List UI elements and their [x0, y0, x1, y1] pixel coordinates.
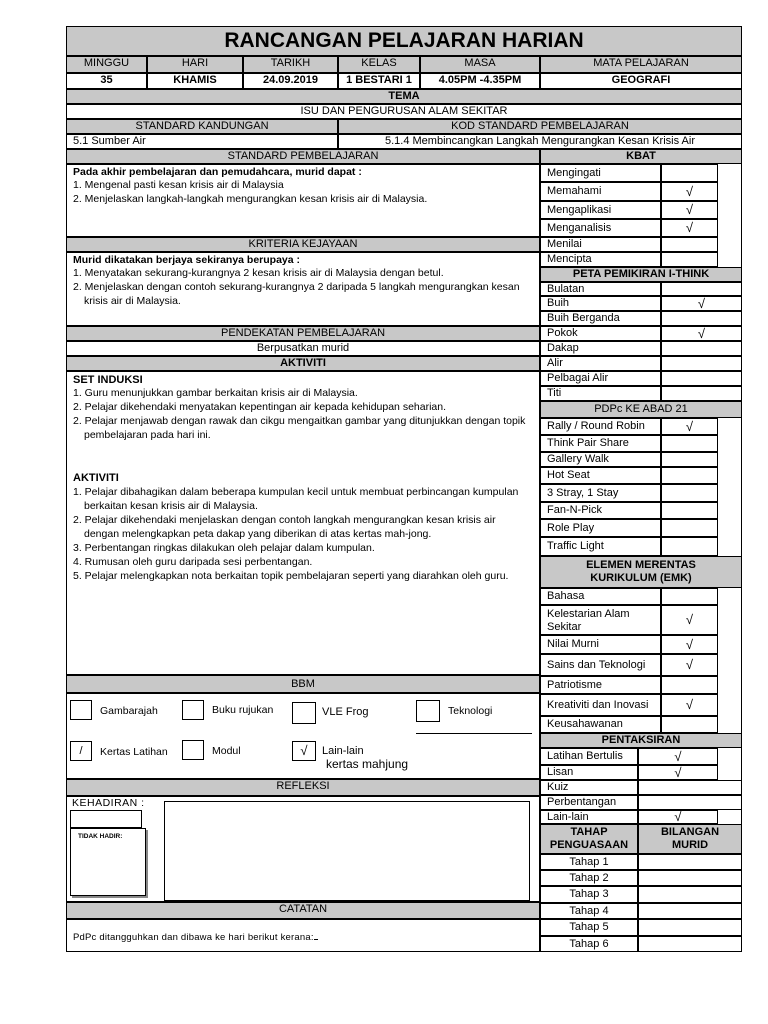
bilangan-header — [638, 824, 742, 854]
kbat-mark-menilai[interactable] — [661, 237, 718, 252]
bbm-label-teknologi: Teknologi — [448, 705, 493, 717]
pdpc-item: Rally / Round Robin — [540, 418, 661, 435]
ithink-item: Pokok — [540, 326, 661, 341]
emk-mark[interactable] — [661, 716, 718, 733]
ithink-mark[interactable] — [661, 341, 742, 356]
tahap-header-line2: PENGUASAAN — [549, 839, 629, 851]
emk-mark[interactable]: √ — [661, 694, 718, 716]
catatan-label: CATATAN — [66, 902, 540, 919]
standard-pembelajaran-item: 2. Menjelaskan langkah-langkah mengurangkan kesan krisis air di Malaysia. — [73, 193, 428, 205]
emk-item: Patriotisme — [540, 676, 661, 694]
tahap-row: Tahap 2 — [540, 870, 638, 886]
pdpc-mark[interactable] — [661, 484, 718, 502]
pentaksiran-mark[interactable]: √ — [638, 748, 718, 765]
ithink-mark[interactable] — [661, 371, 742, 386]
bbm-lain-lain-value: kertas mahjung — [326, 757, 409, 771]
catatan-body — [66, 919, 540, 952]
pdpc-item: 3 Stray, 1 Stay — [540, 484, 661, 502]
ithink-item: Buih Berganda — [540, 311, 661, 326]
kbat-mark-memahami[interactable]: √ — [661, 182, 718, 201]
set-induksi-line: 1. Guru menunjukkan gambar berkaitan krisis air di Malaysia. — [73, 387, 358, 399]
pendekatan-value: Berpusatkan murid — [66, 341, 540, 356]
standard-pembelajaran-label: STANDARD PEMBELAJARAN — [66, 149, 540, 164]
emk-item-kelestarian — [540, 605, 661, 635]
kriteria-line: krisis air di Malaysia. — [84, 295, 181, 307]
kbat-item-mengaplikasi: Mengaplikasi — [540, 201, 661, 219]
aktiviti-label: AKTIVITI — [66, 356, 540, 371]
header-value-hari: KHAMIS — [147, 73, 243, 89]
kehadiran-label: KEHADIRAN : — [72, 797, 145, 809]
emk-mark[interactable] — [661, 588, 718, 605]
ithink-mark[interactable] — [661, 386, 742, 401]
pdpc-mark[interactable] — [661, 502, 718, 519]
kbat-item-memahami: Memahami — [540, 182, 661, 201]
aktiviti-line: berkaitan kesan krisis air di Malaysia. — [84, 500, 258, 512]
set-induksi-line: 2. Pelajar dikehendaki menyatakan kepentingan air kepada kehidupan seharian. — [73, 401, 447, 413]
tahap-row: Tahap 3 — [540, 886, 638, 903]
pentaksiran-item: Lisan — [540, 765, 638, 780]
tahap-row: Tahap 4 — [540, 903, 638, 919]
kbat-item-menilai: Menilai — [540, 237, 661, 252]
aktiviti-line: 1. Pelajar dibahagikan dalam beberapa kumpulan kecil untuk membuat perbincangan kumpulan — [73, 486, 519, 498]
kriteria-label: KRITERIA KEJAYAAN — [66, 237, 540, 252]
tidak-hadir-box[interactable] — [70, 828, 146, 896]
kod-standard-value: 5.1.4 Membincangkan Langkah Mengurangkan Kesan Krisis Air — [338, 134, 742, 149]
bbm-label-lain-lain: Lain-lain — [322, 745, 364, 757]
header-value-mata-pelajaran: GEOGRAFI — [540, 73, 742, 89]
bbm-label-buku-rujukan: Buku rujukan — [212, 704, 274, 716]
bilangan-cell[interactable] — [638, 936, 742, 952]
ithink-mark[interactable] — [661, 311, 742, 326]
ithink-mark[interactable]: √ — [661, 326, 742, 341]
refleksi-label: REFLEKSI — [66, 779, 540, 796]
bilangan-cell[interactable] — [638, 919, 742, 936]
pdpc-mark[interactable] — [661, 435, 718, 452]
bbm-checkbox-teknologi[interactable] — [416, 700, 440, 722]
bbm-checkbox-kertas-latihan[interactable] — [70, 741, 92, 761]
header-value-kelas: 1 BESTARI 1 — [338, 73, 420, 89]
standard-pembelajaran-intro: Pada akhir pembelajaran dan pemudahcara, murid dapat : — [73, 166, 362, 178]
set-induksi-title: SET INDUKSI — [73, 374, 143, 386]
tidak-hadir-label: TIDAK HADIR: — [78, 833, 123, 840]
tema-label: TEMA — [66, 89, 742, 104]
emk-item: Nilai Murni — [540, 635, 661, 654]
bbm-mark: / — [79, 745, 83, 757]
pentaksiran-mark[interactable]: √ — [638, 810, 718, 824]
ithink-item: Buih — [540, 296, 661, 311]
header-label-masa: MASA — [420, 56, 540, 73]
kod-standard-label: KOD STANDARD PEMBELAJARAN — [338, 119, 742, 134]
pdpc-item: Hot Seat — [540, 467, 661, 484]
ithink-mark[interactable] — [661, 356, 742, 371]
emk-item: Bahasa — [540, 588, 661, 605]
bilangan-header-line2: MURID — [671, 839, 709, 851]
kbat-item-mengingati: Mengingati — [540, 164, 661, 182]
tahap-row: Tahap 1 — [540, 854, 638, 870]
ithink-item: Bulatan — [540, 282, 661, 296]
emk-item: Sains dan Teknologi — [540, 654, 661, 676]
catatan-text — [73, 931, 318, 945]
emk-mark[interactable]: √ — [661, 605, 718, 635]
kbat-mark-mengaplikasi[interactable]: √ — [661, 201, 718, 219]
emk-item-kelestarian-line2: Sekitar — [547, 621, 582, 633]
pdpc-item: Think Pair Share — [540, 435, 661, 452]
ithink-mark[interactable]: √ — [661, 296, 742, 311]
bbm-label: BBM — [66, 675, 540, 693]
pdpc-item: Fan-N-Pick — [540, 502, 661, 519]
pentaksiran-mark[interactable] — [638, 795, 742, 810]
bbm-label-kertas-latihan: Kertas Latihan — [100, 746, 168, 758]
bbm-checkbox-lain-lain[interactable] — [292, 741, 316, 761]
header-value-minggu: 35 — [66, 73, 147, 89]
emk-label-line1: ELEMEN MERENTAS — [586, 559, 696, 571]
kriteria-line: 1. Menyatakan sekurang-kurangnya 2 kesan krisis air di Malaysia dengan betul. — [73, 267, 444, 279]
emk-label-line2: KURIKULUM (EMK) — [590, 572, 692, 584]
bbm-mark: √ — [300, 743, 308, 758]
tahap-header-line1: TAHAP — [570, 826, 608, 838]
aktiviti-line: 2. Pelajar dikehendaki menjelaskan dengan contoh langkah mengurangkan kesan krisis air — [73, 514, 496, 526]
ithink-mark[interactable] — [661, 282, 742, 296]
standard-kandungan-value: 5.1 Sumber Air — [66, 134, 338, 149]
bbm-label-modul: Modul — [212, 745, 241, 757]
aktiviti-line: 5. Pelajar melengkapkan nota berkaitan topik pembelajaran seperti yang diarahkan oleh guru. — [73, 570, 509, 582]
ithink-item: Titi — [540, 386, 661, 401]
ithink-label: PETA PEMIKIRAN I-THINK — [540, 267, 742, 282]
bbm-label-vle-frog: VLE Frog — [322, 706, 369, 718]
pdpc-mark[interactable] — [661, 537, 718, 556]
header-label-minggu: MINGGU — [66, 56, 147, 73]
catatan-text-value: PdPc ditangguhkan dan dibawa ke hari berikut kerana: — [73, 932, 314, 943]
pentaksiran-label: PENTAKSIRAN — [540, 733, 742, 748]
header-value-tarikh: 24.09.2019 — [243, 73, 338, 89]
kbat-item-menganalisis: Menganalisis — [540, 219, 661, 237]
standard-pembelajaran-body — [66, 164, 540, 237]
kbat-mark-mengingati[interactable] — [661, 164, 718, 182]
kriteria-body — [66, 252, 540, 326]
aktiviti-line: 4. Rumusan oleh guru daripada sesi perbentangan. — [73, 556, 313, 568]
emk-item: Kreativiti dan Inovasi — [540, 694, 661, 716]
emk-mark[interactable]: √ — [661, 654, 718, 676]
kriteria-intro: Murid dikatakan berjaya sekiranya berupaya : — [73, 254, 301, 266]
set-induksi-line: 2. Pelajar menjawab dengan rawak dan cikgu mengaitkan gambar yang ditunjukkan dengan topik — [73, 415, 526, 427]
emk-item: Keusahawanan — [540, 716, 661, 733]
bbm-label-gambarajah: Gambarajah — [100, 705, 158, 717]
header-label-kelas: KELAS — [338, 56, 420, 73]
tahap-header — [540, 824, 638, 854]
bbm-checkbox-vle-frog[interactable] — [292, 702, 316, 724]
emk-mark[interactable]: √ — [661, 635, 718, 654]
bbm-checkbox-modul[interactable] — [182, 740, 204, 760]
pdpc-label: PDPc KE ABAD 21 — [540, 401, 742, 418]
pdpc-mark[interactable] — [661, 467, 718, 484]
aktiviti-title: AKTIVITI — [73, 472, 119, 484]
bilangan-header-line1: BILANGAN — [660, 826, 720, 838]
set-induksi-line: pembelajaran pada hari ini. — [84, 429, 211, 441]
tahap-row: Tahap 5 — [540, 919, 638, 936]
tahap-row: Tahap 6 — [540, 936, 638, 952]
ithink-item: Alir — [540, 356, 661, 371]
pdpc-item: Traffic Light — [540, 537, 661, 556]
kbat-mark-mencipta[interactable] — [661, 252, 718, 267]
pentaksiran-mark[interactable] — [638, 780, 742, 795]
kbat-mark-menganalisis[interactable]: √ — [661, 219, 718, 237]
standard-kandungan-label: STANDARD KANDUNGAN — [66, 119, 338, 134]
pendekatan-label: PENDEKATAN PEMBELAJARAN — [66, 326, 540, 341]
emk-item-kelestarian-line1: Kelestarian Alam — [547, 608, 630, 620]
pdpc-item: Role Play — [540, 519, 661, 537]
header-label-hari: HARI — [147, 56, 243, 73]
bbm-checkbox-gambarajah[interactable] — [70, 700, 92, 720]
pentaksiran-mark[interactable]: √ — [638, 765, 718, 780]
kbat-item-mencipta: Mencipta — [540, 252, 661, 267]
header-value-masa: 4.05PM -4.35PM — [420, 73, 540, 89]
emk-mark[interactable] — [661, 676, 718, 694]
bilangan-cell[interactable] — [638, 870, 742, 886]
aktiviti-body — [66, 371, 540, 675]
pentaksiran-item: Perbentangan — [540, 795, 638, 810]
pdpc-mark[interactable] — [661, 452, 718, 467]
header-label-tarikh: TARIKH — [243, 56, 338, 73]
refleksi-text-area[interactable] — [164, 801, 530, 901]
tema-value: ISU DAN PENGURUSAN ALAM SEKITAR — [66, 104, 742, 119]
aktiviti-line: 3. Perbentangan ringkas dilakukan oleh pelajar dalam kumpulan. — [73, 542, 375, 554]
pentaksiran-item: Kuiz — [540, 780, 638, 795]
kehadiran-box[interactable] — [70, 810, 142, 828]
bilangan-cell[interactable] — [638, 854, 742, 870]
emk-label — [540, 556, 742, 588]
bilangan-cell[interactable] — [638, 903, 742, 919]
kriteria-line: 2. Menjelaskan dengan contoh sekurang-kurangnya 2 daripada 5 langkah mengurangkan kesan — [73, 281, 520, 293]
bbm-teknologi-line — [416, 733, 532, 734]
pdpc-mark[interactable]: √ — [661, 418, 718, 435]
aktiviti-line: dengan melengkapkan peta dakap yang diberikan di atas kertas mah-jong. — [84, 528, 432, 540]
ithink-item: Pelbagai Alir — [540, 371, 661, 386]
pentaksiran-item: Latihan Bertulis — [540, 748, 638, 765]
ithink-item: Dakap — [540, 341, 661, 356]
pdpc-item: Gallery Walk — [540, 452, 661, 467]
bilangan-cell[interactable] — [638, 886, 742, 903]
header-label-mata-pelajaran: MATA PELAJARAN — [540, 56, 742, 73]
kbat-label: KBAT — [540, 149, 742, 164]
standard-pembelajaran-item: 1. Mengenal pasti kesan krisis air di Malaysia — [73, 179, 284, 191]
pdpc-mark[interactable] — [661, 519, 718, 537]
page-title: RANCANGAN PELAJARAN HARIAN — [66, 26, 742, 56]
pentaksiran-item: Lain-lain — [540, 810, 638, 824]
bbm-checkbox-buku-rujukan[interactable] — [182, 700, 204, 720]
